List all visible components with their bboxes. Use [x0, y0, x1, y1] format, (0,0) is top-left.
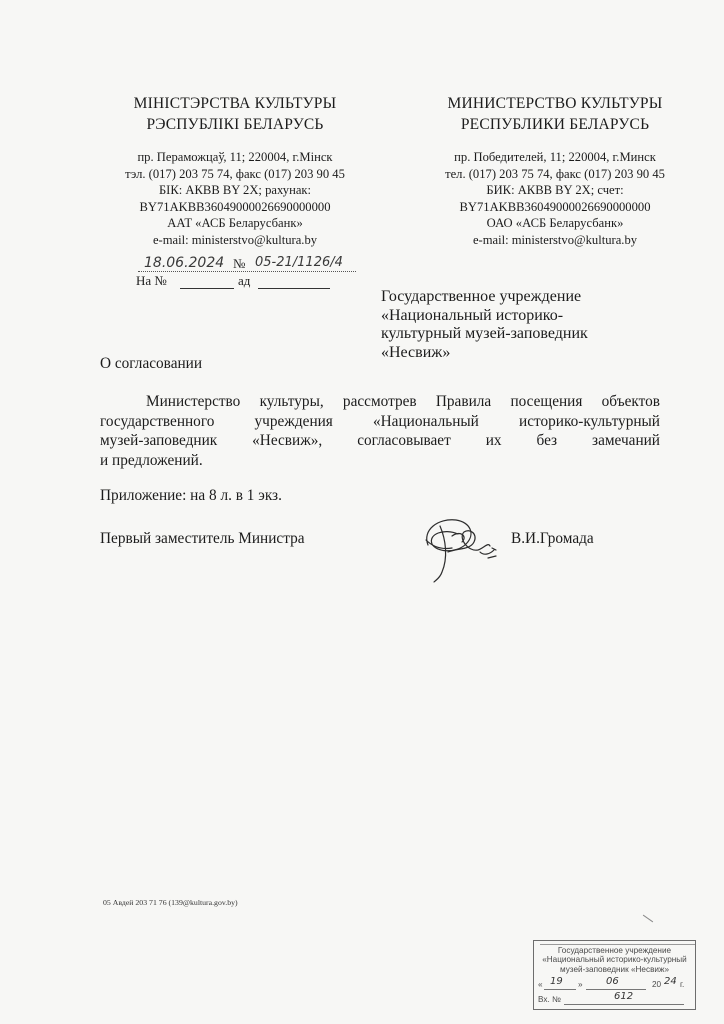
stamp-day: 19 — [550, 976, 563, 988]
header-by-account: BY71AKBB36049000026690000000 — [139, 199, 331, 214]
registration-number: 05-21/1126/4 — [255, 255, 343, 270]
header-ru-bank-1: БИК: АКВВ BY 2X; счет: — [486, 183, 624, 197]
header-by-phone: тэл. (017) 203 75 74, факс (017) 203 90 45 — [125, 166, 345, 181]
stamp-year-suffix: 24 — [664, 976, 677, 988]
body-line-1: Министерство культуры, рассмотрев Правила посещения объектов — [146, 393, 660, 410]
stamp-number-row — [534, 992, 695, 1006]
signer-name: В.И.Громада — [511, 530, 594, 547]
header-by-address: пр. Пераможцаў, 11; 220004, г.Мінск — [137, 150, 333, 164]
header-by-bank-1: БІК: АКВВ BY 2X; рахунак: — [158, 183, 312, 197]
header-ru-title-1: МИНИСТЕРСТВО КУЛЬТУРЫ — [447, 95, 663, 112]
incoming-stamp — [533, 940, 696, 1010]
stamp-month: 06 — [606, 976, 619, 988]
registration-block — [128, 253, 368, 293]
recipient — [381, 288, 681, 362]
attachment: Приложение: на 8 л. в 1 экз. — [100, 487, 282, 504]
stamp-year-unit: г. — [680, 980, 685, 990]
stamp-line-2: «Национальный историко-культурный — [542, 955, 687, 965]
stamp-date-row: « 19 » 06 20 24 г. — [538, 976, 685, 990]
registration-date: 18.06.2024 — [144, 255, 225, 271]
stamp-number-label: Вх. № — [538, 995, 561, 1005]
header-ru-phone: тел. (017) 203 75 74, факс (017) 203 90 45 — [445, 166, 665, 181]
recipient-line-1: Государственное учреждение — [381, 288, 582, 305]
recipient-line-4: «Несвиж» — [381, 343, 451, 361]
header-ru-email: e-mail: ministerstvo@kultura.by — [472, 232, 638, 247]
header-by — [100, 93, 370, 248]
header-ru — [410, 93, 700, 248]
recipient-line-2: «Национальный историко- — [381, 306, 564, 324]
recipient-line-3: культурный музей-заповедник — [381, 325, 588, 342]
header-by-title-2: РЭСПУБЛІКІ БЕЛАРУСЬ — [146, 116, 324, 133]
header-ru-bank-2: ОАО «АСБ Беларусбанк» — [486, 216, 624, 230]
body-text — [100, 392, 660, 470]
na-label: На № — [136, 273, 167, 288]
body-line-4: и предложений. — [100, 451, 203, 469]
stamp-number: 612 — [614, 991, 634, 1003]
header-ru-address: пр. Победителей, 11; 220004, г.Минск — [454, 150, 656, 164]
body-line-2: государственного учреждения «Национальный историко-культурный — [100, 412, 660, 430]
header-ru-account: BY71AKBB36049000026690000000 — [459, 199, 651, 214]
registration-number-label: № — [233, 256, 246, 271]
header-ru-title-2: РЕСПУБЛИКИ БЕЛАРУСЬ — [460, 116, 650, 133]
ad-label: ад — [238, 273, 251, 288]
stamp-line-3: музей-заповедник «Несвиж» — [559, 964, 670, 974]
stamp-line-1: Государственное учреждение — [557, 946, 672, 955]
header-by-email: e-mail: ministerstvo@kultura.by — [152, 232, 318, 247]
signer-position: Первый заместитель Министра — [100, 530, 305, 547]
stamp-year-prefix: 20 — [652, 980, 662, 990]
header-by-title-1: МІНІСТЭРСТВА КУЛЬТУРЫ — [133, 95, 337, 112]
subject: О согласовании — [100, 355, 203, 372]
handwritten-signature — [418, 500, 508, 585]
header-by-bank-2: ААТ «АСБ Беларусбанк» — [167, 216, 303, 230]
footer-executor: 05 Авдей 203 71 76 (139@kultura.gov.by) — [103, 898, 238, 907]
body-line-3: музей-заповедник «Несвиж», согласовывает их без замечаний — [100, 432, 660, 449]
